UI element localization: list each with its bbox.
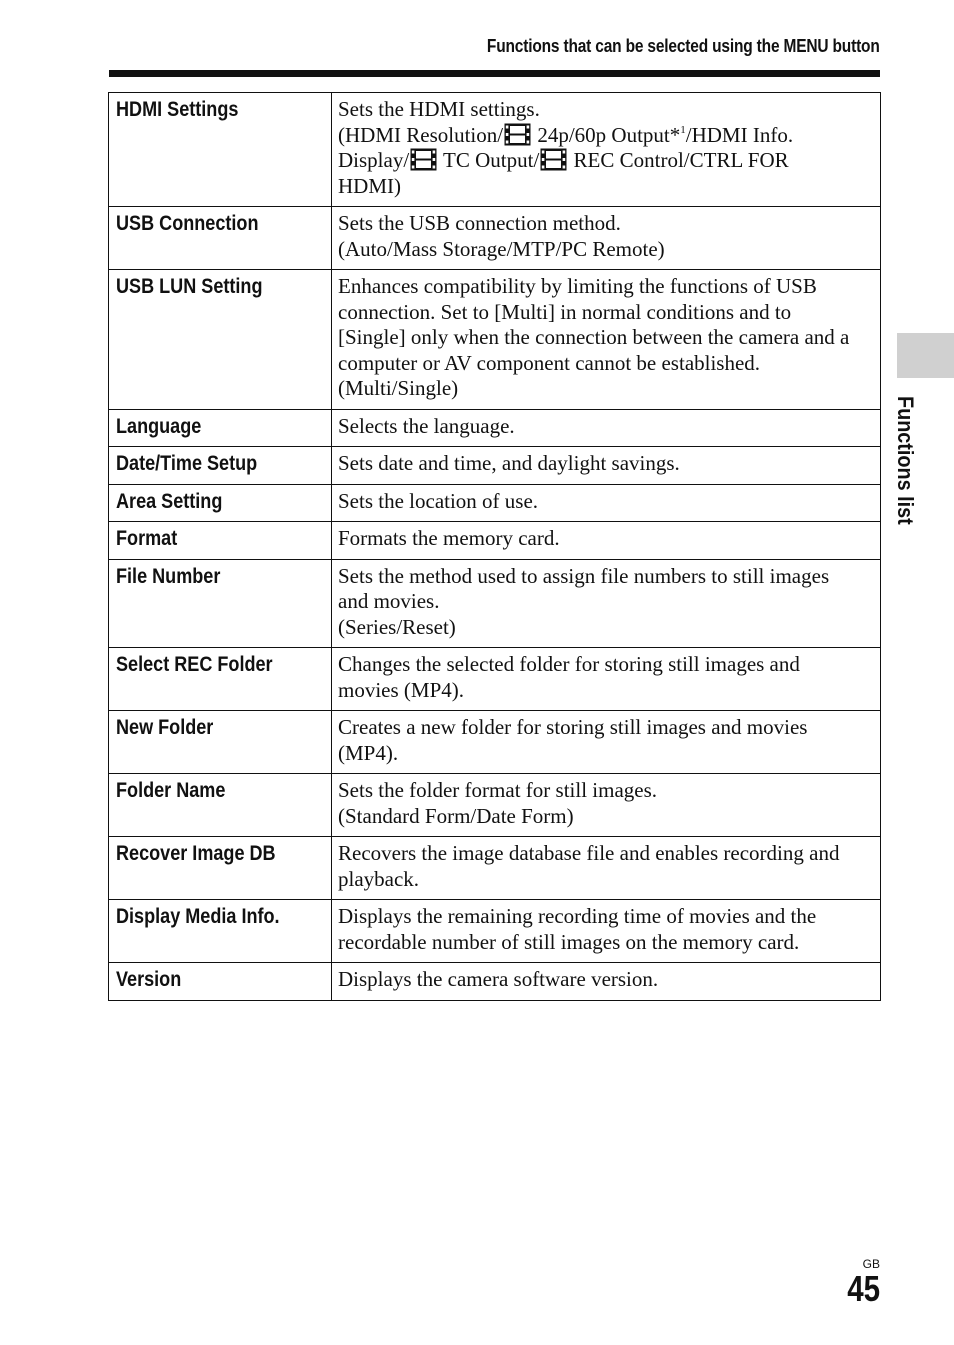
function-name: Format — [116, 527, 178, 550]
function-description-cell — [332, 409, 881, 447]
description-line — [338, 904, 872, 930]
description-text: Selects the language. — [338, 413, 515, 438]
description-line — [338, 97, 872, 123]
description-text: Sets the HDMI settings. — [338, 97, 540, 121]
description-text: Display/ — [338, 148, 410, 172]
description-text: (HDMI Resolution/ — [338, 122, 504, 147]
description-text: (Multi/Single) — [338, 376, 459, 400]
table-row — [109, 93, 881, 207]
page-region-code: GB — [862, 1257, 880, 1271]
description-text: HDMI) — [338, 173, 401, 198]
description-line — [338, 325, 872, 351]
description-line — [338, 564, 872, 590]
description-line — [338, 174, 872, 200]
function-name-cell — [109, 447, 332, 485]
description-line — [338, 148, 872, 174]
function-description-cell — [332, 270, 881, 410]
function-name: Version — [116, 968, 182, 991]
description-line — [338, 652, 872, 678]
functions-table — [108, 92, 881, 1001]
function-name-cell — [109, 711, 332, 774]
function-name-cell — [109, 963, 332, 1001]
description-text: 24p/60p Output* — [532, 122, 681, 147]
description-text: Recovers the image database file and enables recording and — [338, 841, 840, 865]
description-line — [338, 778, 872, 804]
description-line — [338, 967, 872, 993]
table-row — [109, 484, 881, 522]
table-row — [109, 648, 881, 711]
description-line — [338, 804, 872, 830]
function-name-cell — [109, 270, 332, 410]
function-name: HDMI Settings — [116, 98, 239, 121]
movie-film-icon — [540, 148, 567, 171]
movie-film-icon — [410, 148, 437, 171]
description-text: /HDMI Info. — [685, 122, 794, 147]
table-row — [109, 559, 881, 648]
description-text: (MP4). — [338, 740, 399, 765]
description-text: Sets the method used to assign file numbers to still images — [338, 563, 830, 588]
description-line — [338, 526, 872, 552]
function-name: Recover Image DB — [116, 842, 276, 865]
function-description-cell — [332, 93, 881, 207]
table-row — [109, 270, 881, 410]
function-description-cell — [332, 711, 881, 774]
function-name: Select REC Folder — [116, 653, 273, 676]
description-text: Creates a new folder for storing still images and movies — [338, 715, 808, 739]
description-line — [338, 351, 872, 377]
description-line — [338, 589, 872, 615]
table-row — [109, 837, 881, 900]
function-description-cell — [332, 963, 881, 1001]
description-line — [338, 489, 872, 515]
side-tab-label-text: Functions list — [893, 396, 918, 525]
description-line — [338, 274, 872, 300]
function-name: Display Media Info. — [116, 905, 280, 928]
description-line — [338, 300, 872, 326]
function-name-cell — [109, 559, 332, 648]
function-description-cell — [332, 774, 881, 837]
table-row — [109, 207, 881, 270]
table-row — [109, 447, 881, 485]
description-line — [338, 451, 872, 477]
description-line — [338, 930, 872, 956]
description-text: computer or AV component cannot be established. — [338, 350, 761, 375]
table-row — [109, 711, 881, 774]
description-text: Sets date and time, and daylight savings. — [338, 451, 680, 475]
function-name: Language — [116, 414, 202, 438]
side-tab-marker — [897, 333, 954, 378]
movie-film-icon — [504, 123, 531, 146]
table-row — [109, 522, 881, 560]
side-tab-label — [888, 396, 928, 532]
description-text: recordable number of still images on the memory card. — [338, 929, 800, 954]
description-line — [338, 376, 872, 402]
function-description-cell — [332, 837, 881, 900]
function-name: Area Setting — [116, 489, 223, 513]
description-line — [338, 615, 872, 641]
function-name-cell — [109, 207, 332, 270]
function-name-cell — [109, 522, 332, 560]
description-line — [338, 123, 872, 149]
description-line — [338, 867, 872, 893]
description-text: Sets the USB connection method. — [338, 211, 621, 235]
description-text: Enhances compatibility by limiting the functions of USB — [338, 274, 817, 298]
footnote-marker: 1 — [680, 123, 686, 136]
table-row — [109, 774, 881, 837]
function-name: New Folder — [116, 716, 214, 739]
function-name: USB Connection — [116, 212, 259, 235]
function-description-cell — [332, 559, 881, 648]
description-text: Sets the folder format for still images. — [338, 778, 658, 802]
table-row — [109, 409, 881, 447]
description-text: Changes the selected folder for storing still images and — [338, 652, 800, 676]
function-name-cell — [109, 409, 332, 447]
function-name: File Number — [116, 564, 221, 588]
description-text: connection. Set to [Multi] in normal conditions and to — [338, 299, 792, 324]
function-name: Date/Time Setup — [116, 452, 258, 475]
description-text: TC Output/ — [438, 148, 540, 172]
function-description-cell — [332, 648, 881, 711]
description-line — [338, 678, 872, 704]
description-line — [338, 841, 872, 867]
description-line — [338, 211, 872, 237]
function-name-cell — [109, 648, 332, 711]
function-description-cell — [332, 484, 881, 522]
description-line — [338, 715, 872, 741]
description-text: movies (MP4). — [338, 677, 464, 702]
description-line — [338, 237, 872, 263]
page-header-title: Functions that can be selected using the MENU button — [487, 36, 880, 56]
description-text: (Auto/Mass Storage/MTP/PC Remote) — [338, 236, 665, 261]
description-text: Sets the location of use. — [338, 488, 539, 513]
description-text: Formats the memory card. — [338, 526, 560, 550]
function-name-cell — [109, 774, 332, 837]
function-description-cell — [332, 207, 881, 270]
table-row — [109, 900, 881, 963]
description-line — [338, 741, 872, 767]
function-name: Folder Name — [116, 779, 226, 802]
description-text: (Standard Form/Date Form) — [338, 803, 574, 828]
function-description-cell — [332, 447, 881, 485]
description-text: Displays the remaining recording time of movies and the — [338, 904, 817, 928]
function-name-cell — [109, 484, 332, 522]
description-line — [338, 414, 872, 440]
header-rule — [109, 70, 880, 77]
function-name: USB LUN Setting — [116, 275, 263, 298]
functions-table-body — [109, 93, 881, 1001]
table-row — [109, 963, 881, 1001]
function-description-cell — [332, 900, 881, 963]
description-text: (Series/Reset) — [338, 614, 456, 639]
description-text: REC Control/CTRL FOR — [568, 148, 789, 172]
page-number: 45 — [847, 1268, 880, 1309]
function-name-cell — [109, 93, 332, 207]
function-name-cell — [109, 837, 332, 900]
function-name-cell — [109, 900, 332, 963]
description-text: and movies. — [338, 589, 440, 613]
function-description-cell — [332, 522, 881, 560]
description-text: Displays the camera software version. — [338, 967, 659, 991]
description-text: playback. — [338, 866, 420, 891]
description-text: [Single] only when the connection between the camera and a — [338, 325, 850, 349]
